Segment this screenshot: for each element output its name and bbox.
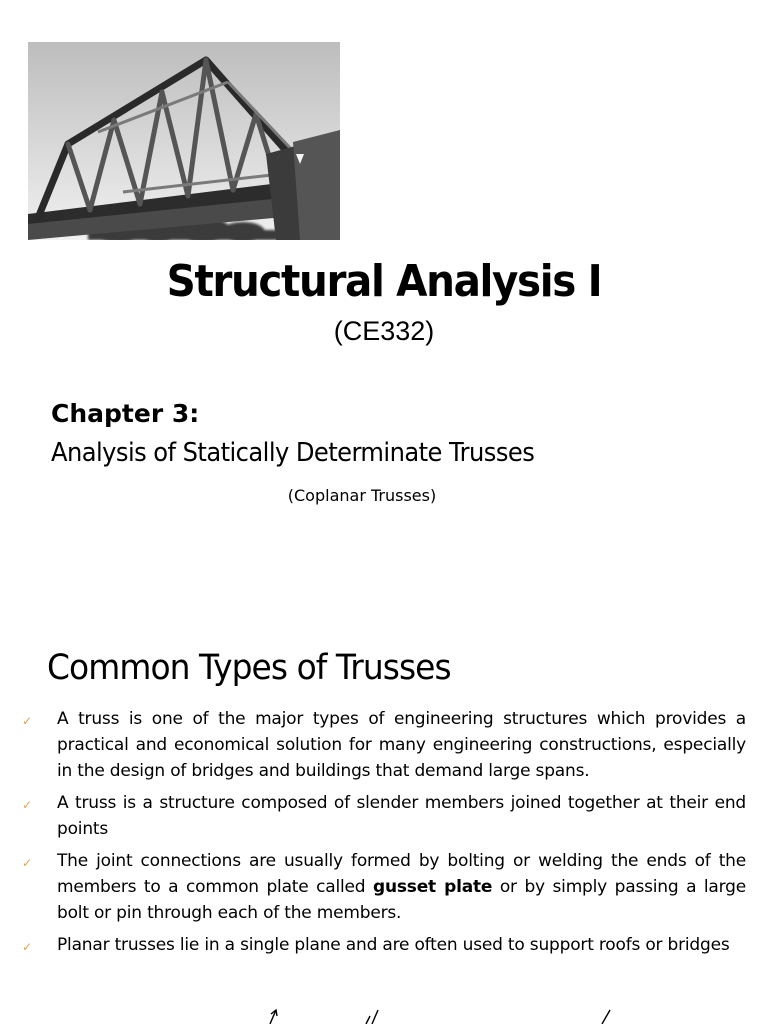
checkmark-icon: ✓ bbox=[22, 714, 32, 728]
checkmark-icon: ✓ bbox=[22, 856, 32, 870]
bullet-item bbox=[22, 932, 746, 958]
chapter-title: Analysis of Statically Determinate Trusses bbox=[51, 438, 535, 468]
course-code: (CE332) bbox=[333, 316, 435, 346]
bullet-item bbox=[22, 706, 746, 784]
truss-diagram-cropped bbox=[0, 1004, 768, 1024]
bullet-text: A truss is a structure composed of slender members joined together at their end points bbox=[57, 793, 746, 839]
bullet-item bbox=[22, 848, 746, 926]
bullet-text-cont: or by simply passing a large bolt or pin through each of the members. bbox=[57, 877, 746, 923]
content-slide bbox=[0, 620, 768, 1024]
bullet-list bbox=[22, 706, 746, 964]
gusset-plate-term: gusset plate bbox=[373, 877, 493, 897]
bullet-item bbox=[22, 790, 746, 842]
presentation-title: Structural Analysis I bbox=[166, 256, 602, 307]
bullet-text: A truss is one of the major types of engineering structures which provides a practical and economical solution for many engineering constructions, especially in the design of bridges and buildings that demand large spans. bbox=[57, 709, 746, 781]
subtitle-note: (Coplanar Trusses) bbox=[287, 486, 437, 505]
bullet-text: The joint connections are usually formed by bolting or welding the ends of the members to a common plate called bbox=[57, 851, 746, 897]
checkmark-icon: ✓ bbox=[22, 798, 32, 812]
bullet-text: Planar trusses lie in a single plane and are often used to support roofs or bridges bbox=[57, 935, 730, 955]
chapter-label: Chapter 3: bbox=[51, 399, 200, 428]
checkmark-icon: ✓ bbox=[22, 940, 32, 954]
truss-bridge-photo bbox=[28, 42, 340, 240]
slide-title: Common Types of Trusses bbox=[47, 648, 451, 688]
